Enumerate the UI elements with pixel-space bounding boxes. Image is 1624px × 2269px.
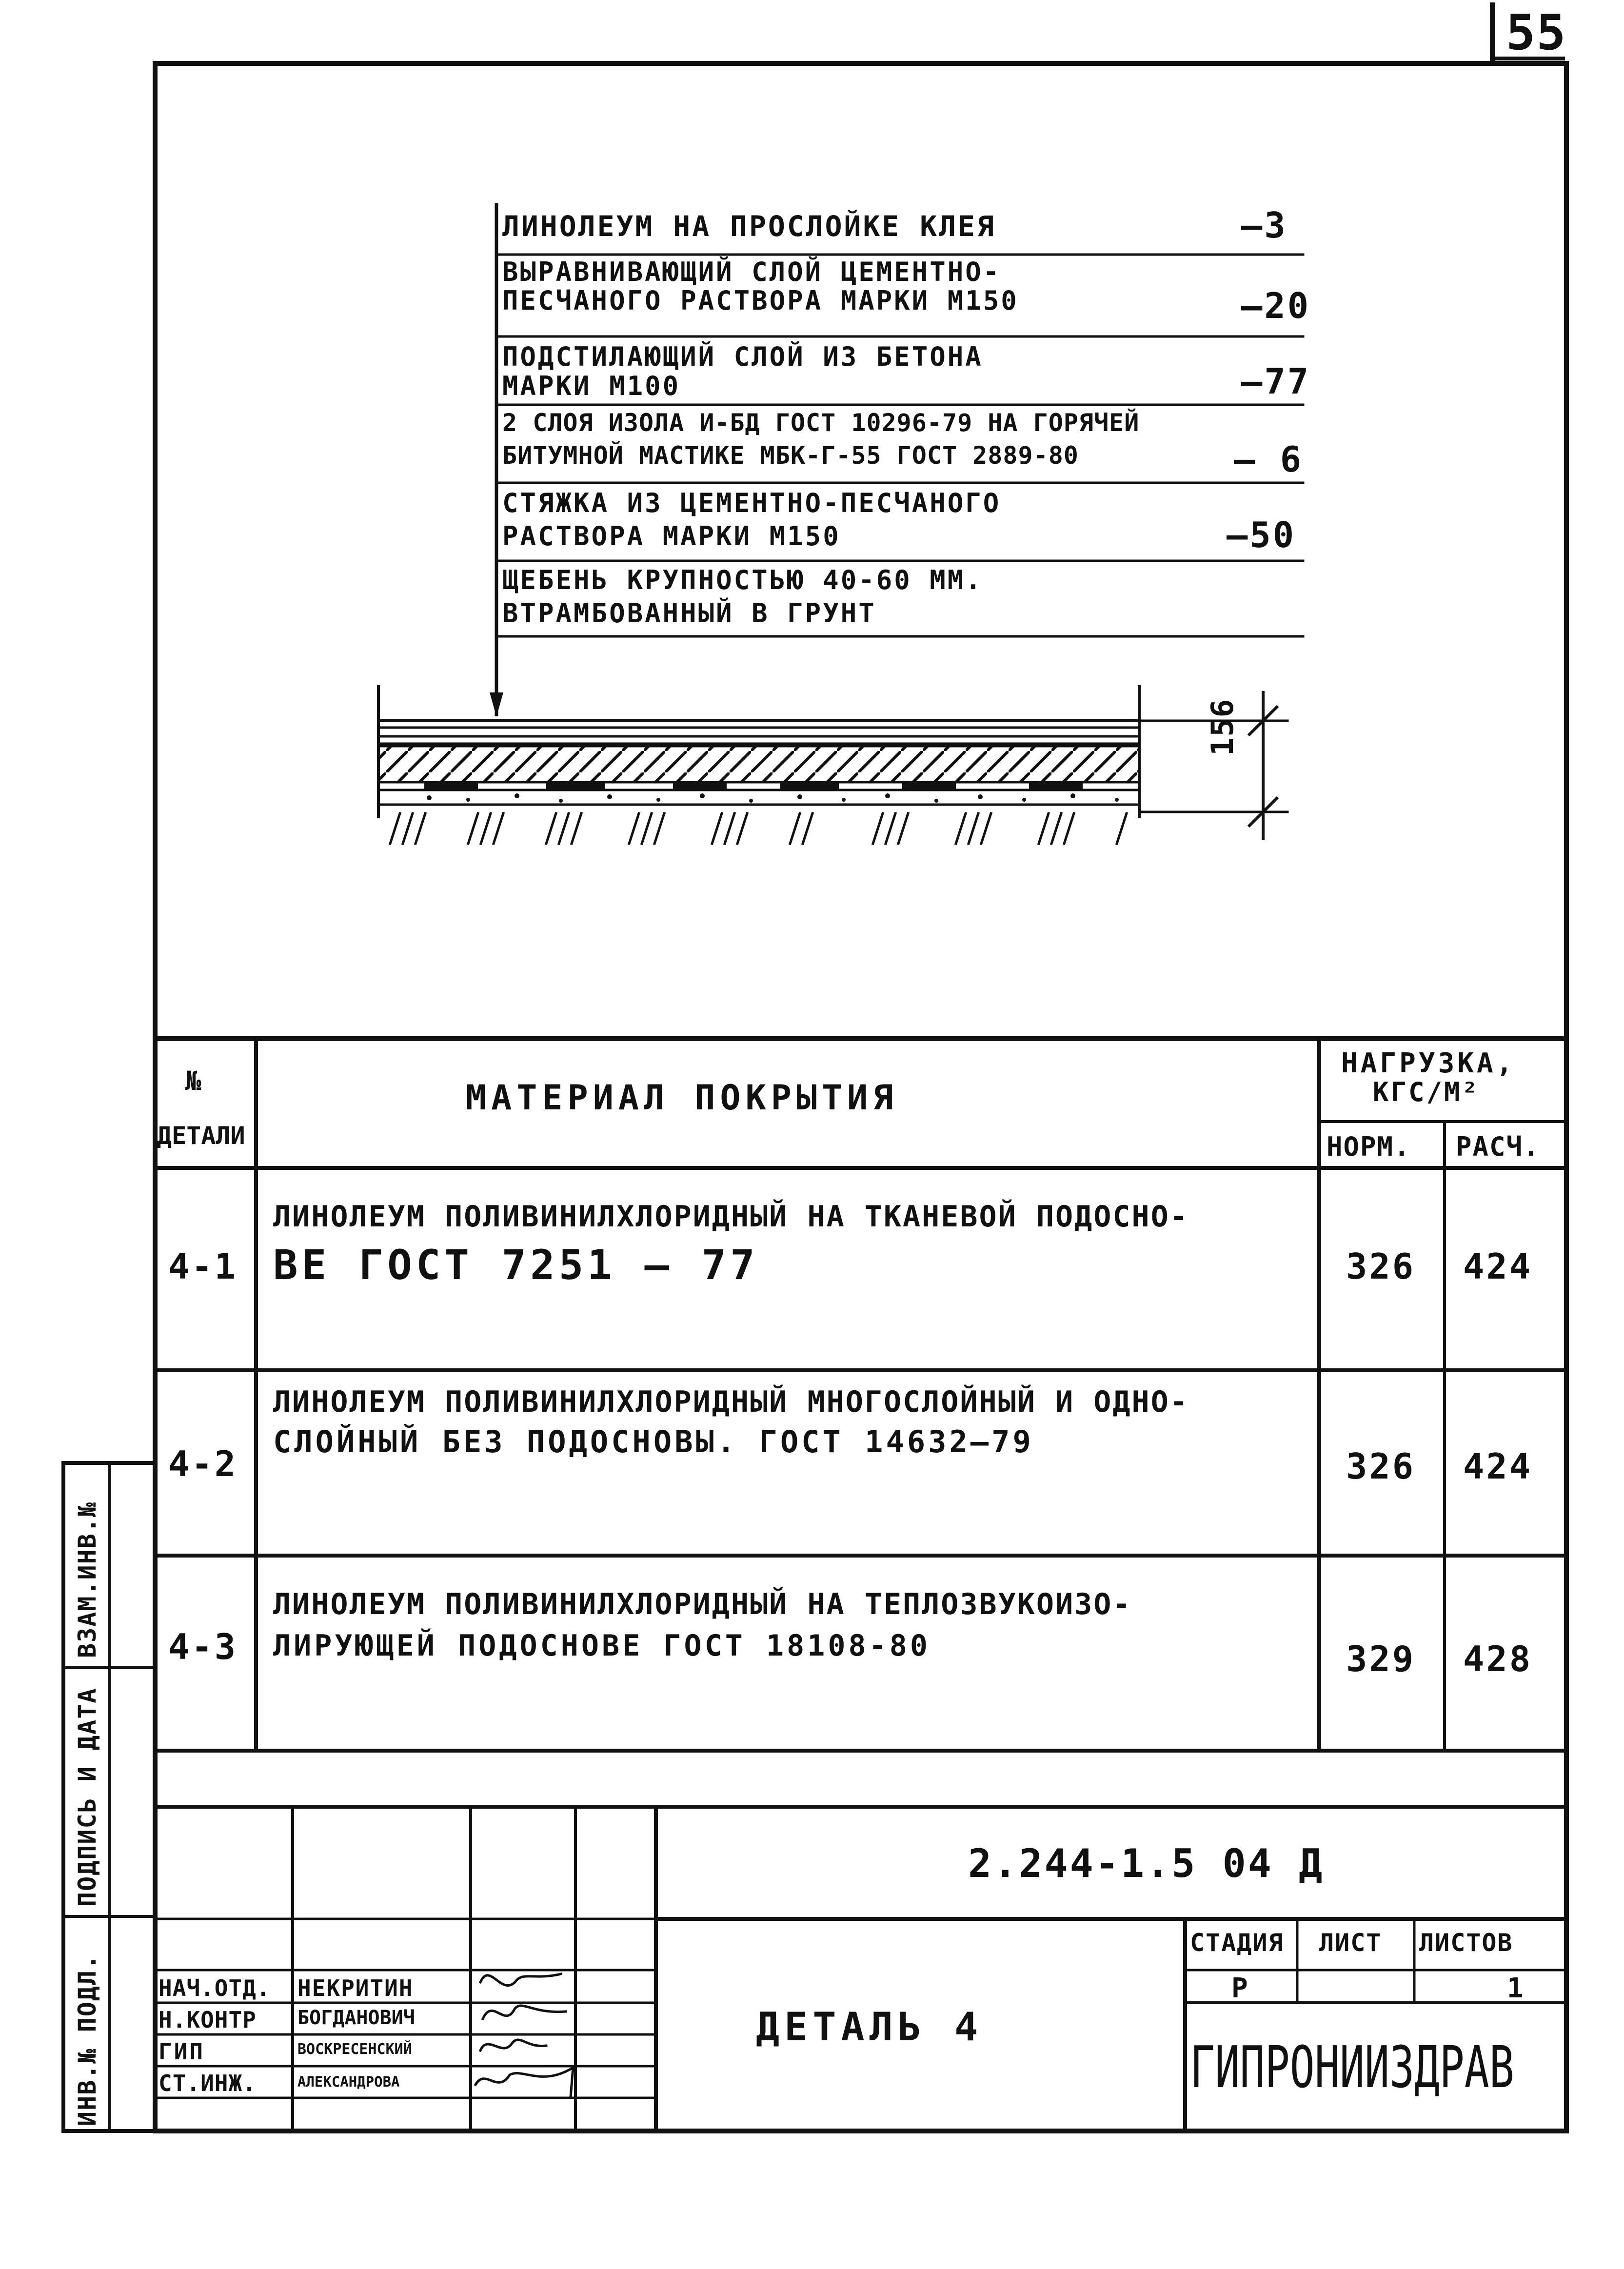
layer-5-text-line2: РАСТВОРА МАРКИ М150 — [502, 521, 841, 552]
stage-label: СТАДИЯ — [1190, 1929, 1284, 1957]
staff-name: НЕКРИТИН — [297, 1975, 414, 2001]
layer-2-thickness: –20 — [1241, 285, 1311, 326]
row-norm: 326 — [1346, 1246, 1416, 1287]
staff-role: СТ.ИНЖ. — [158, 2070, 257, 2096]
row-id: 4-3 — [168, 1626, 238, 1667]
sheet-label: ЛИСТ — [1319, 1929, 1382, 1957]
sheets-value: 1 — [1507, 1973, 1525, 2004]
layer-2-text-line2: ПЕСЧАНОГО РАСТВОРА МАРКИ М150 — [502, 285, 1019, 316]
header-norm: НОРМ. — [1327, 1131, 1411, 1162]
layer-4-thickness: – 6 — [1234, 439, 1304, 480]
layer-6-text-line1: ЩЕБЕНЬ КРУПНОСТЬЮ 40-60 ММ. — [502, 565, 983, 595]
layer-3-text-line2: МАРКИ М100 — [502, 371, 681, 401]
row-material-line1: ЛИНОЛЕУМ ПОЛИВИНИЛХЛОРИДНЫЙ МНОГОСЛОЙНЫЙ И ОДНО- — [273, 1385, 1189, 1419]
layer-3-thickness: –77 — [1241, 361, 1311, 402]
sheet-number: 55 — [1506, 4, 1567, 61]
row-norm: 329 — [1346, 1638, 1416, 1679]
row-material-line2: ВЕ ГОСТ 7251 – 77 — [273, 1241, 759, 1289]
sheets-label: ЛИСТОВ — [1419, 1929, 1513, 1957]
stage-value: Р — [1231, 1973, 1250, 2004]
drawing-title: ДЕТАЛЬ 4 — [756, 2004, 983, 2050]
header-detail-number-sign: № — [185, 1065, 203, 1096]
row-id: 4-1 — [168, 1246, 238, 1287]
staff-role: Н.КОНТР — [158, 2007, 257, 2033]
row-norm: 326 — [1346, 1446, 1416, 1487]
layer-6-text-line2: ВТРАМБОВАННЫЙ В ГРУНТ — [502, 598, 876, 629]
layer-3-text-line1: ПОДСТИЛАЮЩИЙ СЛОЙ ИЗ БЕТОНА — [502, 341, 983, 372]
header-load: НАГРУЗКА, — [1341, 1047, 1516, 1079]
row-calc: 424 — [1463, 1246, 1533, 1287]
organization-name: ГИПРОНИИЗДРАВ — [1190, 2033, 1514, 2101]
staff-name: ВОСКРЕСЕНСКИЙ — [297, 2041, 412, 2058]
total-thickness-dimension: 156 — [1205, 698, 1240, 756]
row-material-line1: ЛИНОЛЕУМ ПОЛИВИНИЛХЛОРИДНЫЙ НА ТЕПЛОЗВУКОИЗО- — [273, 1587, 1132, 1621]
row-calc: 428 — [1463, 1638, 1533, 1679]
staff-name: АЛЕКСАНДРОВА — [297, 2073, 400, 2090]
document-code: 2.244-1.5 04 Д — [968, 1841, 1325, 1886]
staff-role: ГИП — [158, 2038, 205, 2065]
row-material-line2: ЛИРУЮЩЕЙ ПОДОСНОВЕ ГОСТ 18108-80 — [273, 1629, 931, 1663]
row-material-line1: ЛИНОЛЕУМ ПОЛИВИНИЛХЛОРИДНЫЙ НА ТКАНЕВОЙ ПОДОСНО- — [273, 1200, 1189, 1234]
layer-4-text-line2: БИТУМНОЙ МАСТИКЕ МБК-Г-55 ГОСТ 2889-80 — [502, 441, 1079, 470]
header-load-units: КГС/М² — [1373, 1077, 1480, 1107]
side-stamp-sign-date: ПОДПИСЬ И ДАТА — [73, 1687, 101, 1907]
header-material: МАТЕРИАЛ ПОКРЫТИЯ — [466, 1078, 898, 1118]
row-id: 4-2 — [168, 1443, 238, 1484]
staff-role: НАЧ.ОТД. — [158, 1975, 271, 2001]
header-detail: ДЕТАЛИ — [157, 1122, 245, 1150]
row-material-line2: СЛОЙНЫЙ БЕЗ ПОДОСНОВЫ. ГОСТ 14632–79 — [273, 1424, 1034, 1460]
staff-name: БОГДАНОВИЧ — [297, 2007, 415, 2029]
side-stamp-inv-orig: ИНВ.№ ПОДЛ. — [73, 1953, 101, 2126]
layer-4-text-line1: 2 СЛОЯ ИЗОЛА И-БД ГОСТ 10296-79 НА ГОРЯЧЕЙ — [502, 409, 1140, 437]
layer-1-thickness: –3 — [1241, 205, 1287, 246]
header-calc: РАСЧ. — [1456, 1131, 1540, 1162]
row-calc: 424 — [1463, 1446, 1533, 1487]
layer-1-text: ЛИНОЛЕУМ НА ПРОСЛОЙКЕ КЛЕЯ — [502, 210, 996, 243]
layer-2-text-line1: ВЫРАВНИВАЮЩИЙ СЛОЙ ЦЕМЕНТНО- — [502, 256, 1001, 287]
side-stamp-inv-repl: ВЗАМ.ИНВ.№ — [73, 1501, 101, 1658]
layer-5-text-line1: СТЯЖКА ИЗ ЦЕМЕНТНО-ПЕСЧАНОГО — [502, 488, 1001, 518]
layer-5-thickness: –50 — [1227, 514, 1296, 555]
